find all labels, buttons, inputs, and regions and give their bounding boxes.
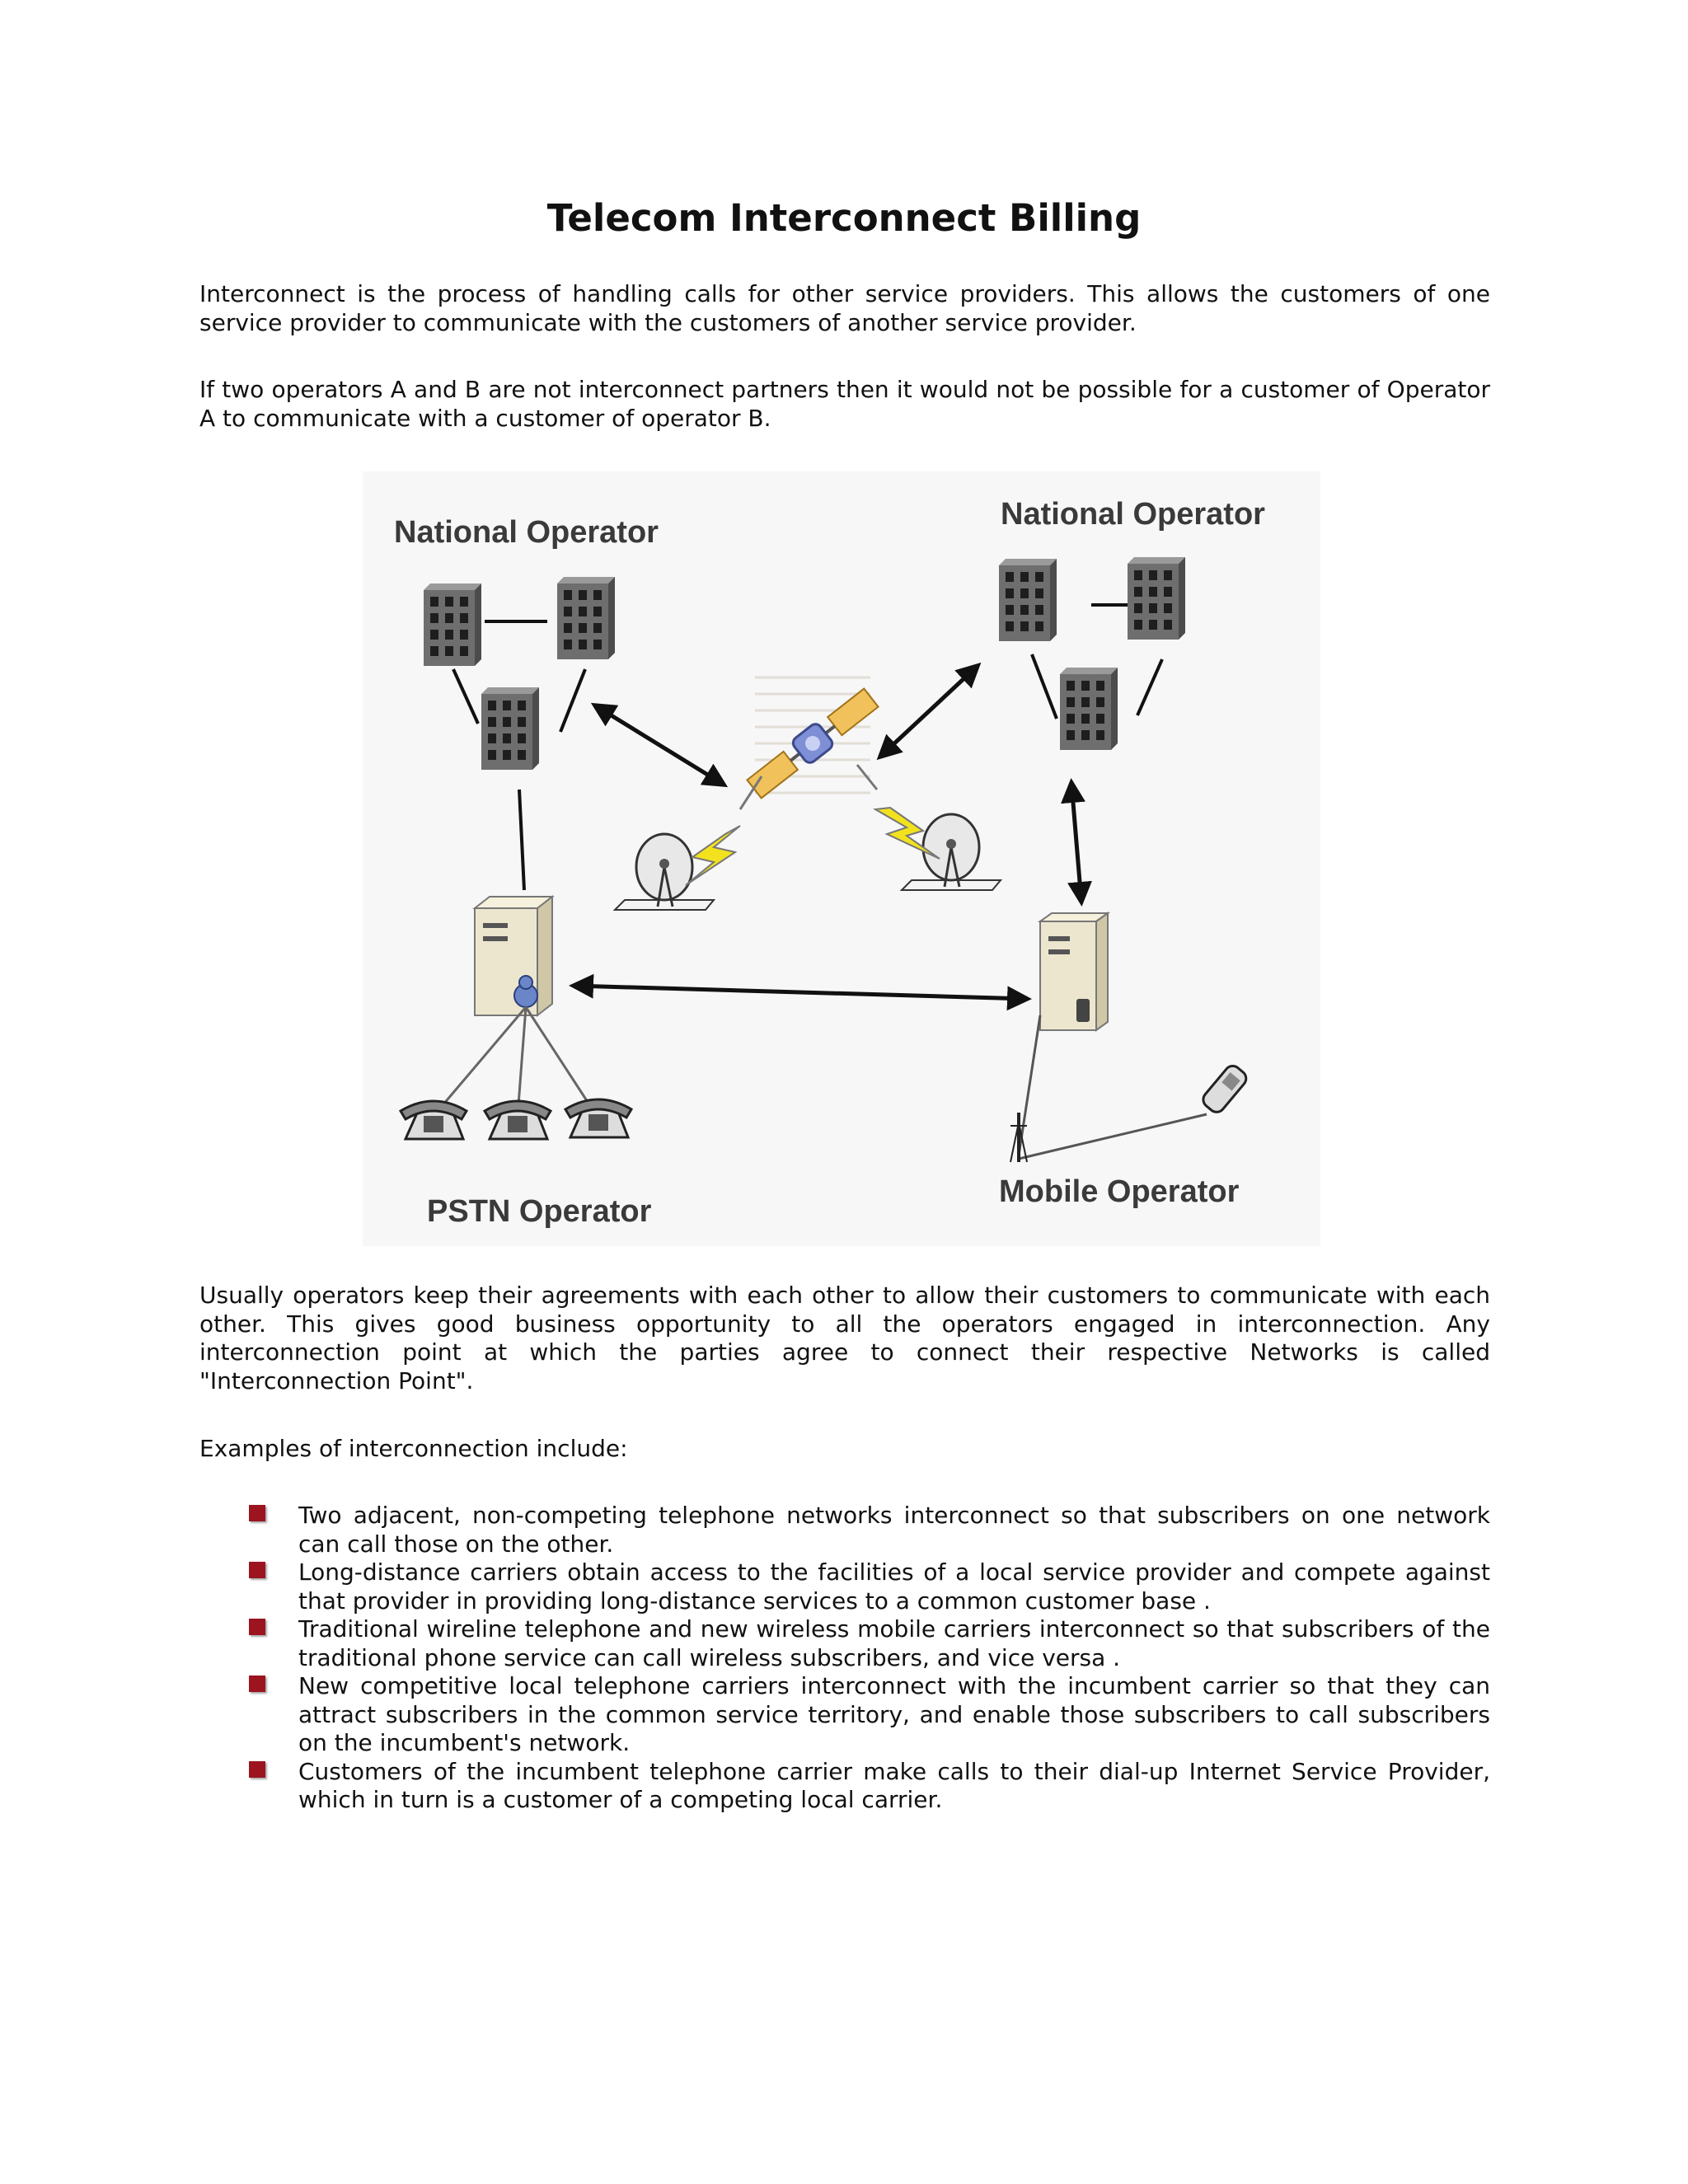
label-mobile-operator: Mobile Operator [999, 1174, 1240, 1209]
list-item [247, 1615, 1490, 1672]
examples-list [247, 1502, 1490, 1815]
office-building-icon [557, 577, 615, 659]
list-item [247, 1758, 1490, 1815]
pstn-server-icon [475, 897, 552, 1015]
interconnect-diagram [363, 471, 1320, 1246]
office-building-icon [1128, 557, 1185, 640]
list-item-text: Long-distance carriers obtain access to the facilities of a local service provider and compete against that provider in providing long-distance services to a common customer base . [298, 1558, 1490, 1615]
office-building-icon [999, 559, 1057, 641]
office-building-icon [481, 687, 539, 770]
list-item [247, 1558, 1490, 1615]
label-national-operator-right: National Operator [1001, 497, 1265, 532]
mobile-server-icon [1040, 913, 1108, 1030]
list-item [247, 1672, 1490, 1758]
bullet-icon [249, 1619, 265, 1635]
bullet-icon [249, 1761, 265, 1778]
agreements-paragraph: Usually operators keep their agreements with each other to allow their customers to communicate with each other. This gives good business opportunity to all the operators engaged in interconnection. Any interconnection point at which the parties agree to connect their respective Networks is called "Interconnection Point". [199, 1282, 1490, 1394]
list-item-text: Two adjacent, non-competing telephone networks interconnect so that subscribers on one network can call those on the other. [298, 1502, 1490, 1558]
bullet-icon [249, 1505, 265, 1521]
office-building-icon [1060, 668, 1118, 750]
list-item [247, 1502, 1490, 1558]
page-title: Telecom Interconnect Billing [546, 196, 1142, 240]
list-item-text: New competitive local telephone carriers interconnect with the incumbent carrier so that they can attract subscribers in the common service territory, and enable those subscribers to call subscribers on the incumbent's network. [298, 1672, 1490, 1756]
bullet-icon [249, 1675, 265, 1692]
list-item-text: Customers of the incumbent telephone carrier make calls to their dial-up Internet Service Provider, which in turn is a customer of a competing local carrier. [298, 1757, 1490, 1813]
bullet-icon [249, 1562, 265, 1578]
list-item-text: Traditional wireline telephone and new wireless mobile carriers interconnect so that subscribers of the traditional phone service can call wireless subscribers, and vice versa . [298, 1615, 1490, 1671]
office-building-icon [424, 583, 481, 666]
examples-intro: Examples of interconnection include: [199, 1435, 628, 1462]
operators-paragraph: If two operators A and B are not interconnect partners then it would not be possible for a customer of Operator A to communicate with a customer of operator B. [199, 376, 1490, 432]
label-national-operator-left: National Operator [394, 515, 659, 550]
label-pstn-operator: PSTN Operator [427, 1194, 652, 1229]
intro-paragraph: Interconnect is the process of handling calls for other service providers. This allows the customers of one service provider to communicate with the customers of another service provider. [199, 280, 1490, 336]
